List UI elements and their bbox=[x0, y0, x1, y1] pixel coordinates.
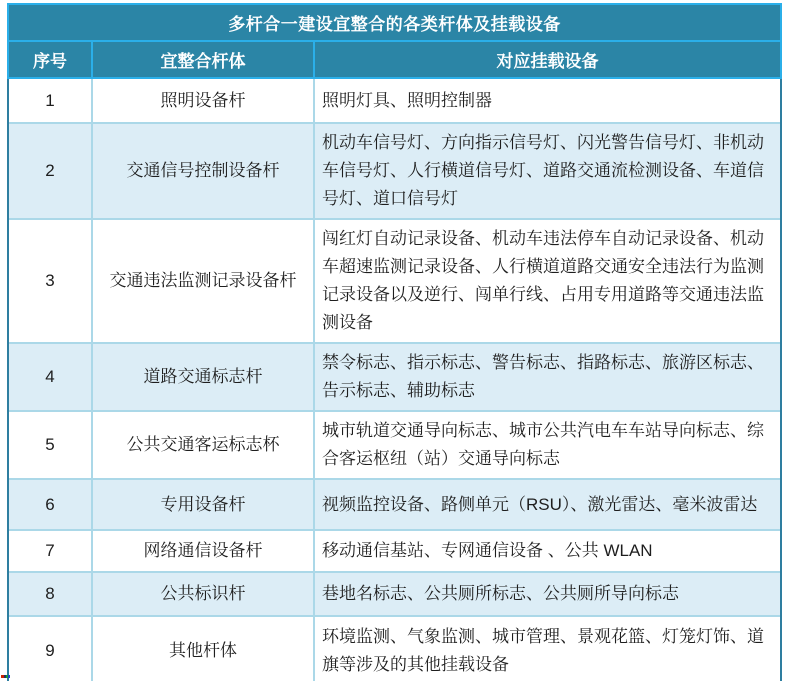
devices-cell: 环境监测、气象监测、城市管理、景观花篮、灯笼灯饰、道旗等涉及的其他挂载设备 bbox=[322, 626, 764, 674]
table-row bbox=[9, 412, 780, 480]
devices-cell: 机动车信号灯、方向指示信号灯、闪光警告信号灯、非机动车信号灯、人行横道信号灯、道路交通流检测设备、车道信号灯、道口信号灯 bbox=[322, 133, 764, 208]
devices-cell: 闯红灯自动记录设备、机动车违法停车自动记录设备、机动车超速监测记录设备、人行横道道路交通安全违法行为监测记录设备以及逆行、闯单行线、占用专用道路等交通违法监测设备 bbox=[322, 229, 764, 332]
row-index-cell: 2 bbox=[9, 124, 93, 218]
devices-cell: 城市轨道交通导向标志、城市公共汽电车车站导向标志、综合客运枢纽（站）交通导向标志 bbox=[322, 421, 764, 468]
pole-type-cell: 专用设备杆 bbox=[93, 480, 315, 529]
table-header-row bbox=[9, 42, 780, 77]
row-index-cell: 6 bbox=[9, 480, 93, 529]
row-index-cell: 4 bbox=[9, 344, 93, 410]
pole-type-cell: 照明设备杆 bbox=[93, 79, 315, 122]
pole-type-cell: 其他杆体 bbox=[93, 617, 315, 681]
pixel-artifact bbox=[1, 675, 10, 678]
header-cell-index: 序号 bbox=[9, 42, 93, 77]
table-row bbox=[9, 617, 780, 681]
row-index-cell: 5 bbox=[9, 412, 93, 478]
pole-type-cell: 公共交通客运标志杯 bbox=[93, 412, 315, 478]
devices-cell: 照明灯具、照明控制器 bbox=[322, 90, 492, 110]
table-title: 多杆合一建设宜整合的各类杆体及挂载设备 bbox=[9, 5, 780, 42]
table-row bbox=[9, 220, 780, 344]
row-index-cell: 9 bbox=[9, 617, 93, 681]
devices-cell: 巷地名标志、公共厕所标志、公共厕所导向标志 bbox=[322, 584, 679, 603]
header-cell-pole-type: 宜整合杆体 bbox=[93, 42, 315, 77]
table-body bbox=[7, 79, 782, 681]
row-index-cell: 3 bbox=[9, 220, 93, 342]
header-cell-devices: 对应挂载设备 bbox=[496, 52, 599, 71]
row-index-cell: 7 bbox=[9, 531, 93, 571]
devices-cell: 视频监控设备、路侧单元（RSU）、激光雷达、毫米波雷达 bbox=[322, 494, 758, 514]
devices-cell: 移动通信基站、专网通信设备 、公共 WLAN bbox=[322, 541, 653, 560]
table-row bbox=[9, 573, 780, 617]
pole-type-cell: 道路交通标志杆 bbox=[93, 344, 315, 410]
row-index-cell: 8 bbox=[9, 573, 93, 615]
pole-type-cell: 网络通信设备杆 bbox=[93, 531, 315, 571]
pole-integration-table bbox=[7, 3, 782, 681]
table-head-section bbox=[7, 3, 782, 79]
table-row bbox=[9, 344, 780, 412]
table-row bbox=[9, 480, 780, 531]
table-row bbox=[9, 531, 780, 573]
devices-cell: 禁令标志、指示标志、警告标志、指路标志、旅游区标志、告示标志、辅助标志 bbox=[322, 353, 764, 400]
pole-type-cell: 交通违法监测记录设备杆 bbox=[93, 220, 315, 342]
pole-type-cell: 公共标识杆 bbox=[93, 573, 315, 615]
row-index-cell: 1 bbox=[9, 79, 93, 122]
table-row bbox=[9, 124, 780, 220]
pole-type-cell: 交通信号控制设备杆 bbox=[93, 124, 315, 218]
table-row bbox=[9, 79, 780, 124]
